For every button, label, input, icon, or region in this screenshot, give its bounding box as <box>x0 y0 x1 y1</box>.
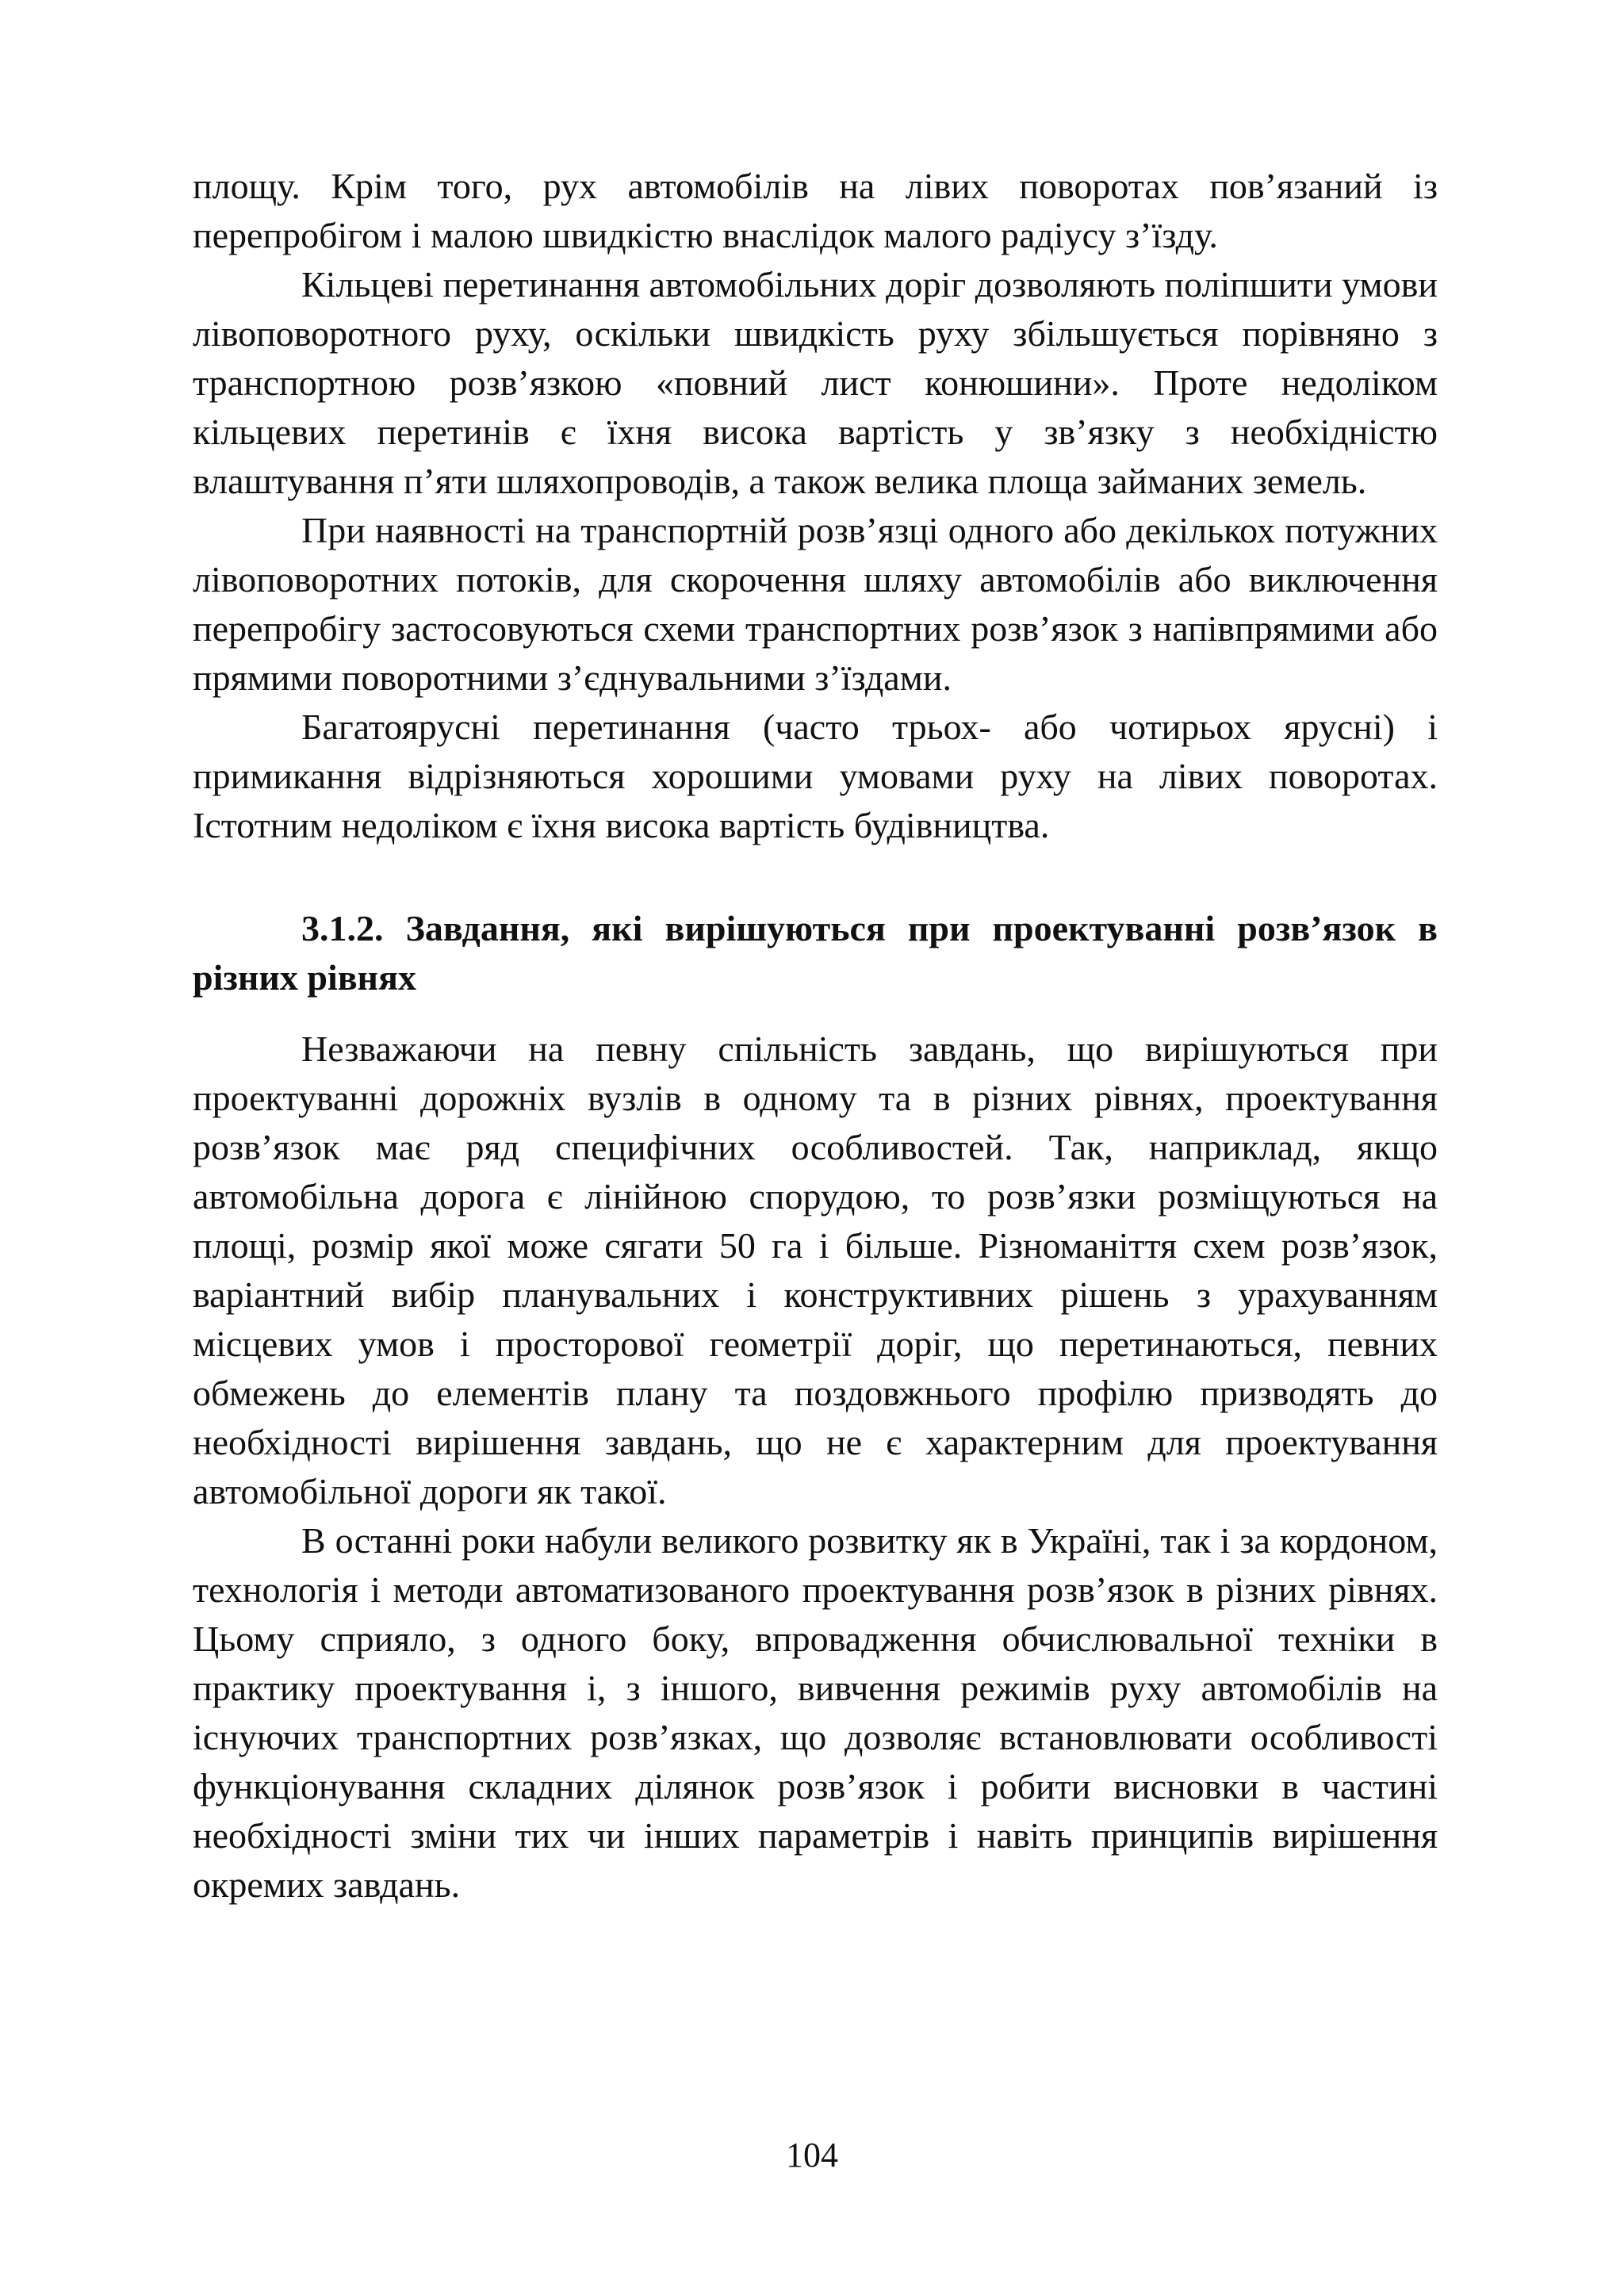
body-paragraph: В останні роки набули великого розвитку як в Україні, так і за кордоном, технологія і методи автоматизованого проектування розв’язок в різних рівнях. Цьому сприяло, з одного боку, впровадження обчислювальної техніки в практику проектування і, з іншого, вивчення режимів руху автомобілів на існуючих транспортних розв’язках, що дозволяє встановлювати особливості функціонування складних ділянок розв’язок і робити висновки в частині необхідності зміни тих чи інших параметрів і навіть принципів вирішення окремих завдань. <box>193 1520 1438 1905</box>
body-paragraph: Кільцеві перетинання автомобільних доріг дозволяють поліпшити умови лівоповоротного руху, оскільки швидкість руху збільшується порівняно з транспортною розв’язкою «повний лист конюшини». Проте недоліком кільцевих перетинів є їхня висока вартість у зв’язку з необхідністю влаштування п’яти шляхопроводів, а також велика площа займаних земель. <box>193 264 1438 501</box>
page-number: 104 <box>786 2136 838 2174</box>
body-paragraph: Багатоярусні перетинання (часто трьох- або чотирьох ярусні) і примикання відрізняються хорошими умовами руху на лівих поворотах. Істотним недоліком є їхня висока вартість будівництва. <box>193 707 1438 845</box>
body-paragraph: Незважаючи на певну спільність завдань, що вирішуються при проектуванні дорожніх вузлів в одному та в різних рівнях, проектування розв’язок має ряд специфічних особливостей. Так, наприклад, якщо автомобільна дорога є лінійною спорудою, то розв’язки розміщуються на площі, розмір якої може сягати 50 га і більше. Різноманіття схем розв’язок, варіантний вибір планувальних і конструктивних рішень з урахуванням місцевих умов і просторової геометрії доріг, що перетинаються, певних обмежень до елементів плану та поздовжнього профілю призводять до необхідності вирішення завдань, що не є характерним для проектування автомобільної дороги як такої. <box>193 1029 1438 1511</box>
section-heading: 3.1.2. Завдання, які вирішуються при проектуванні розв’язок в різних рівнях <box>193 908 1438 998</box>
body-paragraph: При наявності на транспортній розв’язці одного або декількох потужних лівоповоротних потоків, для скорочення шляху автомобілів або виключення перепробігу застосовуються схеми транспортних розв’язок з напівпрямими або прямими поворотними з’єднувальними з’їздами. <box>193 510 1438 698</box>
document-page <box>193 162 1438 1910</box>
body-paragraph: площу. Крім того, рух автомобілів на лівих поворотах пов’язаний із перепробігом і малою швидкістю внаслідок малого радіусу з’їзду. <box>193 166 1438 255</box>
